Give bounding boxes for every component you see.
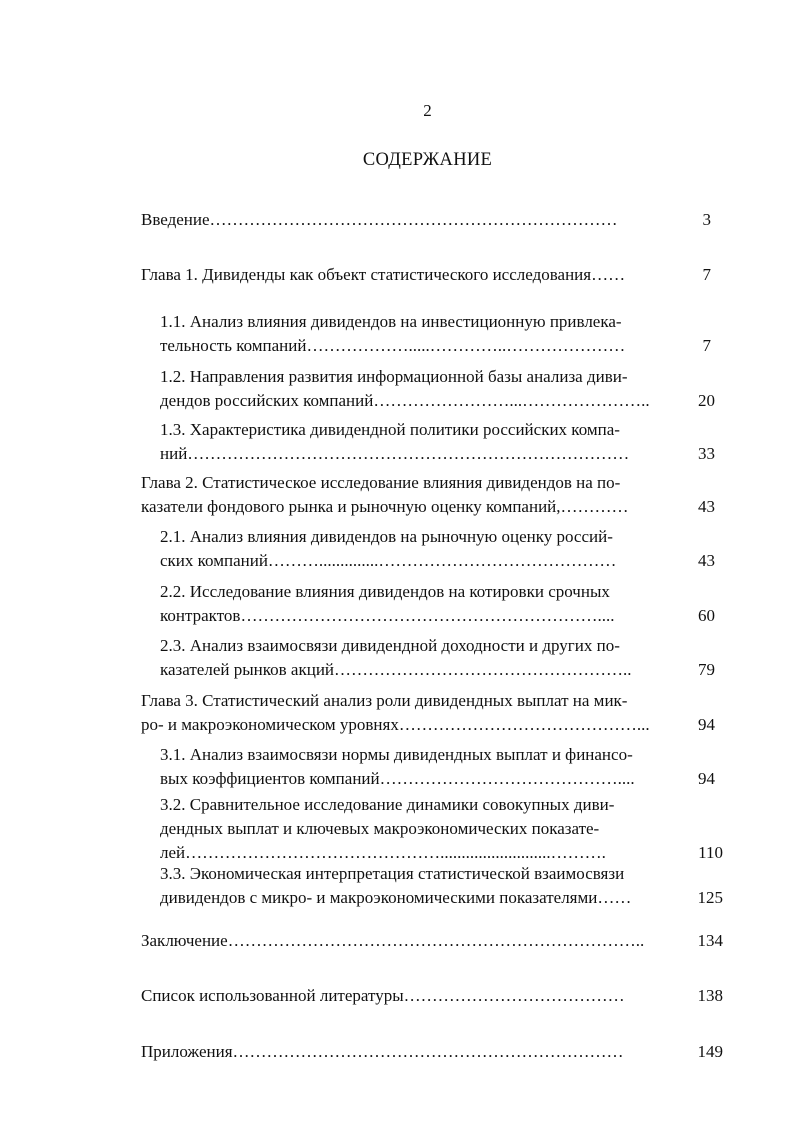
toc-entry-page: 43 (698, 551, 715, 570)
toc-entry-introduction[interactable] (141, 208, 711, 232)
toc-entry-line: Глава 1. Дивиденды как объект статистического исследования…… (141, 265, 626, 284)
toc-entry-section-2-2[interactable] (160, 580, 715, 628)
toc-entry-page: 125 (697, 888, 723, 907)
toc-entry-line: 1.2. Направления развития информационной базы анализа диви- (160, 367, 628, 386)
toc-entry-section-1-3[interactable] (160, 418, 715, 466)
toc-title: СОДЕРЖАНИЕ (362, 150, 493, 170)
toc-entry-page: 94 (698, 769, 715, 788)
toc-entry-line: ний…………………………………………………………………… (160, 444, 630, 463)
toc-entry-section-2-3[interactable] (160, 634, 715, 682)
toc-entry-section-1-2[interactable] (160, 365, 715, 413)
toc-entry-line: Глава 3. Статистический анализ роли дивидендных выплат на мик- (141, 691, 628, 710)
toc-entry-line: тельность компаний……………….....…………..………………… (160, 336, 626, 355)
toc-entry-line: дендных выплат и ключевых макроэкономических показате- (160, 819, 600, 838)
toc-entry-line: ро- и макроэкономическом уровнях……………………………………... (141, 715, 650, 734)
toc-entry-line: вых коэффициентов компаний…………………………………….... (160, 769, 635, 788)
toc-entry-conclusion[interactable] (141, 929, 723, 953)
toc-entry-page: 138 (697, 986, 723, 1005)
toc-entry-line: дендов российских компаний……………………...………………….. (160, 391, 650, 410)
toc-entry-line: 3.3. Экономическая интерпретация статистической взаимосвязи (160, 864, 625, 883)
toc-entry-line: дивидендов с микро- и макроэкономическими показателями…… (160, 888, 632, 907)
toc-entry-page: 60 (698, 606, 715, 625)
toc-entry-line: ских компаний………..............…………………………………… (160, 551, 617, 570)
toc-entry-line: 2.1. Анализ влияния дивидендов на рыночную оценку россий- (160, 527, 613, 546)
toc-entry-page: 3 (702, 210, 711, 229)
toc-entry-line: 1.3. Характеристика дивидендной политики российских компа- (160, 420, 620, 439)
toc-entry-line: Глава 2. Статистическое исследование влияния дивидендов на по- (141, 473, 621, 492)
toc-entry-bibliography[interactable] (141, 984, 723, 1008)
toc-entry-page: 149 (697, 1042, 723, 1061)
toc-entry-page: 79 (698, 660, 715, 679)
toc-entry-page: 7 (702, 336, 711, 355)
toc-entry-section-2-1[interactable] (160, 525, 715, 573)
toc-entry-line: 3.2. Сравнительное исследование динамики совокупных диви- (160, 795, 615, 814)
toc-entry-line: Приложения…………………………………………………………… (141, 1042, 624, 1061)
toc-entry-section-3-3[interactable] (160, 862, 723, 910)
toc-entry-section-3-1[interactable] (160, 743, 715, 791)
toc-entry-chapter-3[interactable] (141, 689, 715, 737)
page-number: 2 (423, 101, 432, 120)
toc-entry-line: Заключение……………………………………………………………….. (141, 931, 645, 950)
toc-entry-line: лей………………………………………..........................………. (160, 843, 606, 862)
toc-entry-line: контрактов……………………………………………………….... (160, 606, 615, 625)
toc-entry-page: 110 (698, 843, 723, 862)
toc-entry-chapter-1[interactable] (141, 263, 711, 287)
toc-entry-page: 33 (698, 444, 715, 463)
toc-entry-line: 2.2. Исследование влияния дивидендов на котировки срочных (160, 582, 610, 601)
toc-entry-page: 43 (698, 497, 715, 516)
toc-entry-page: 134 (697, 931, 723, 950)
toc-entry-line: Список использованной литературы………………………………… (141, 986, 625, 1005)
toc-entry-line: Введение……………………………………………………………… (141, 210, 618, 229)
toc-entry-section-3-2[interactable] (160, 793, 723, 865)
toc-entry-page: 20 (698, 391, 715, 410)
toc-entry-page: 94 (698, 715, 715, 734)
toc-entry-appendices[interactable] (141, 1040, 723, 1064)
toc-entry-line: казателей рынков акций…………………………………………….. (160, 660, 632, 679)
toc-entry-line: 2.3. Анализ взаимосвязи дивидендной доходности и других по- (160, 636, 620, 655)
toc-entry-line: 3.1. Анализ взаимосвязи нормы дивидендных выплат и финансо- (160, 745, 633, 764)
toc-entry-section-1-1[interactable] (160, 310, 711, 358)
toc-entry-line: казатели фондового рынка и рыночную оценку компаний,………… (141, 497, 629, 516)
toc-entry-page: 7 (702, 265, 711, 284)
toc-entry-chapter-2[interactable] (141, 471, 715, 519)
toc-entry-line: 1.1. Анализ влияния дивидендов на инвестиционную привлека- (160, 312, 622, 331)
